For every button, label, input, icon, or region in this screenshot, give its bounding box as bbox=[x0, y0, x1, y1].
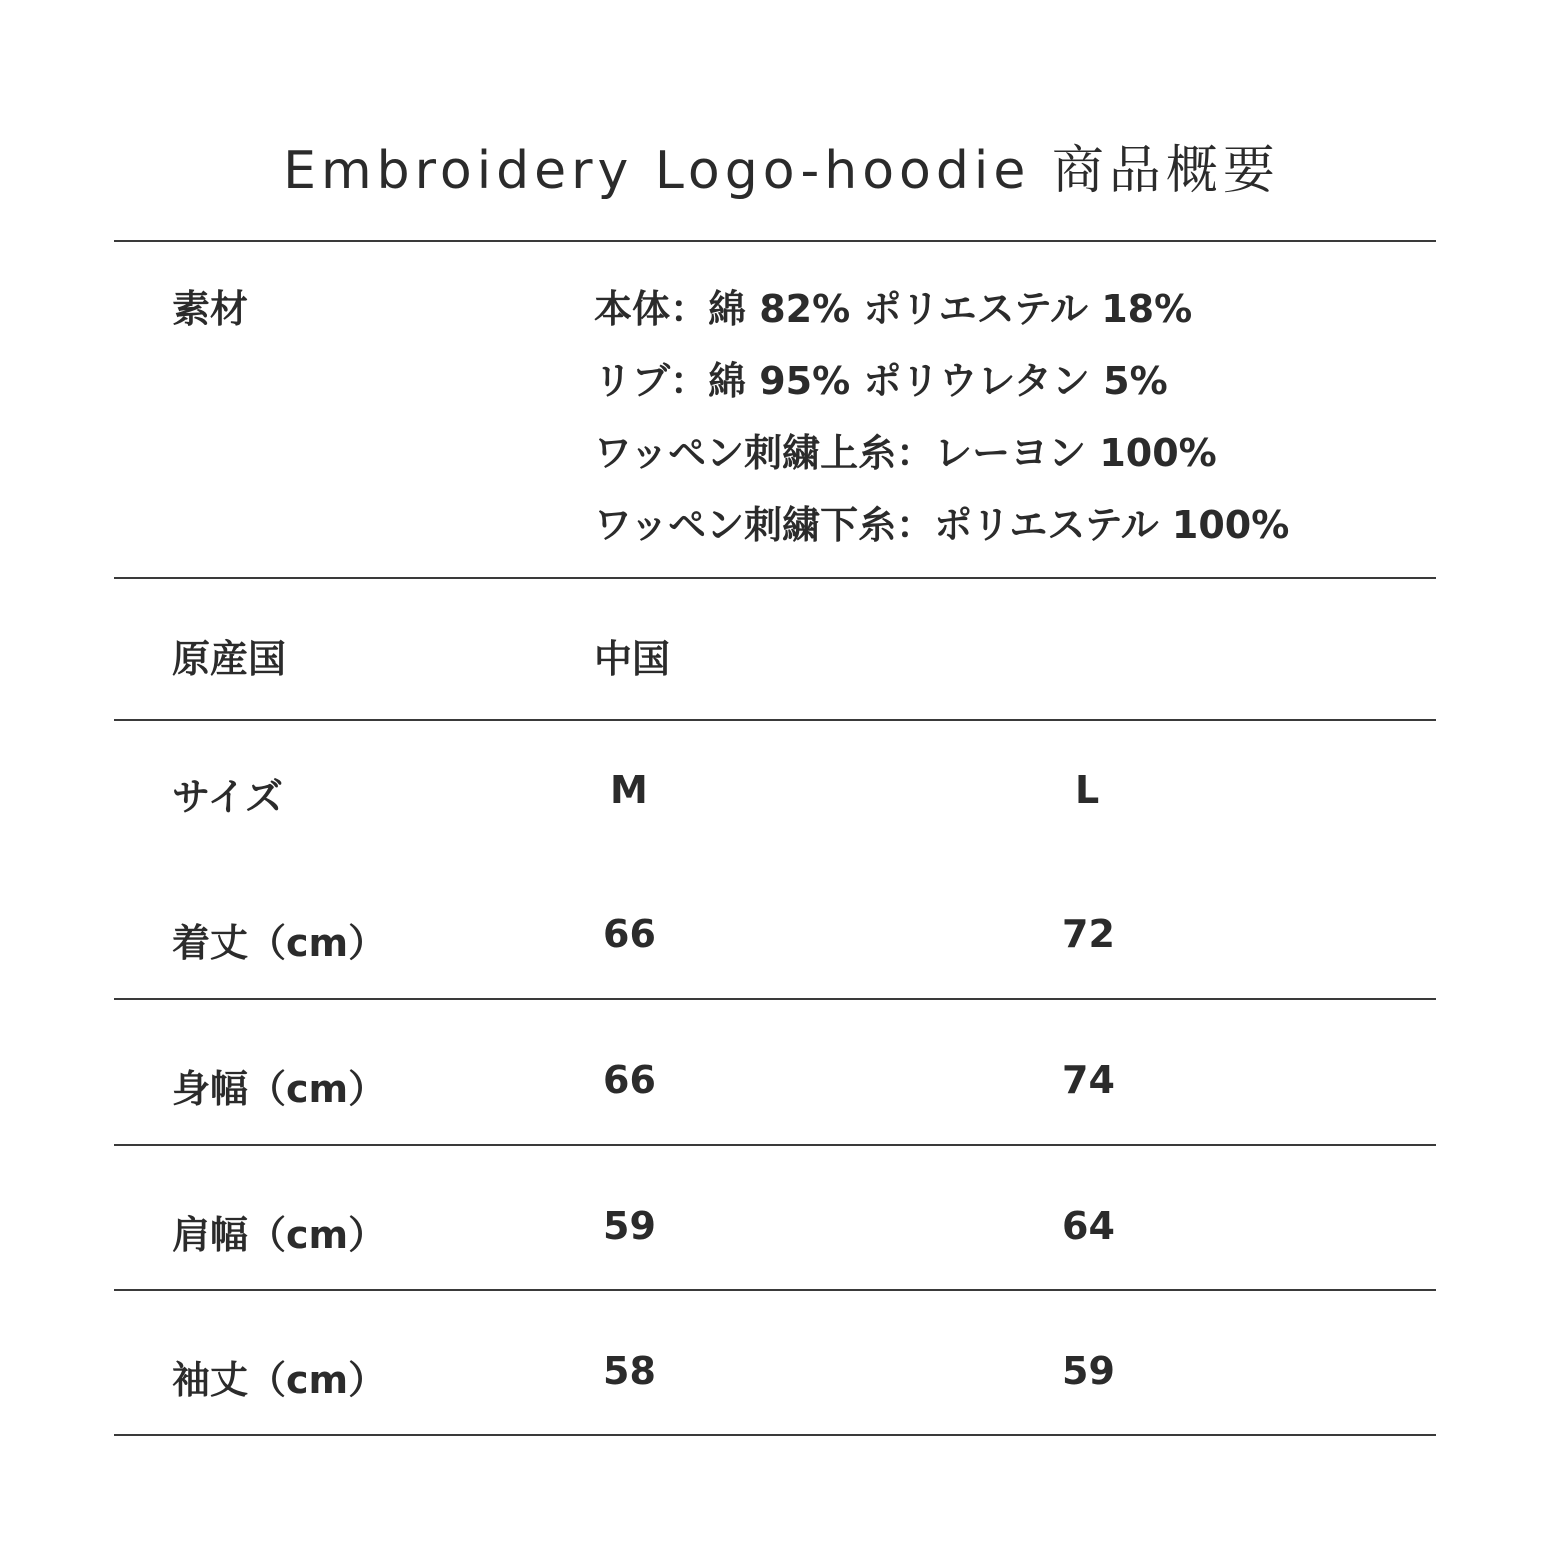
divider bbox=[114, 1289, 1436, 1291]
row-label: 身幅（cm） bbox=[172, 1067, 387, 1111]
divider bbox=[114, 240, 1436, 242]
row-m-value: 58 bbox=[603, 1349, 656, 1393]
row-m-value: 66 bbox=[603, 912, 656, 956]
row-label: 袖丈（cm） bbox=[172, 1358, 387, 1402]
row-l-value: 59 bbox=[1062, 1349, 1115, 1393]
row-label: 肩幅（cm） bbox=[172, 1213, 387, 1257]
divider bbox=[114, 998, 1436, 1000]
row-l-value: 64 bbox=[1062, 1204, 1115, 1248]
row-l-value: 74 bbox=[1062, 1058, 1115, 1102]
material-label: 素材 bbox=[172, 287, 249, 331]
row-m-value: 66 bbox=[603, 1058, 656, 1102]
material-line: リブ：綿 95% ポリウレタン 5% bbox=[594, 359, 1168, 403]
page-title: Embroidery Logo-hoodie 商品概要 bbox=[283, 141, 1280, 201]
size-l-header: L bbox=[1075, 768, 1100, 812]
material-line: ワッペン刺繍下糸：ポリエステル 100% bbox=[594, 503, 1290, 547]
row-label: 着丈（cm） bbox=[172, 921, 387, 965]
row-l-value: 72 bbox=[1062, 912, 1115, 956]
size-m-header: M bbox=[610, 768, 648, 812]
material-line: ワッペン刺繍上糸：レーヨン 100% bbox=[594, 431, 1217, 475]
divider bbox=[114, 577, 1436, 579]
origin-label: 原産国 bbox=[172, 637, 287, 681]
origin-value: 中国 bbox=[594, 637, 671, 681]
divider bbox=[114, 1144, 1436, 1146]
divider bbox=[114, 1434, 1436, 1436]
size-label: サイズ bbox=[172, 775, 283, 819]
material-line: 本体：綿 82% ポリエステル 18% bbox=[594, 287, 1193, 331]
divider bbox=[114, 719, 1436, 721]
row-m-value: 59 bbox=[603, 1204, 656, 1248]
